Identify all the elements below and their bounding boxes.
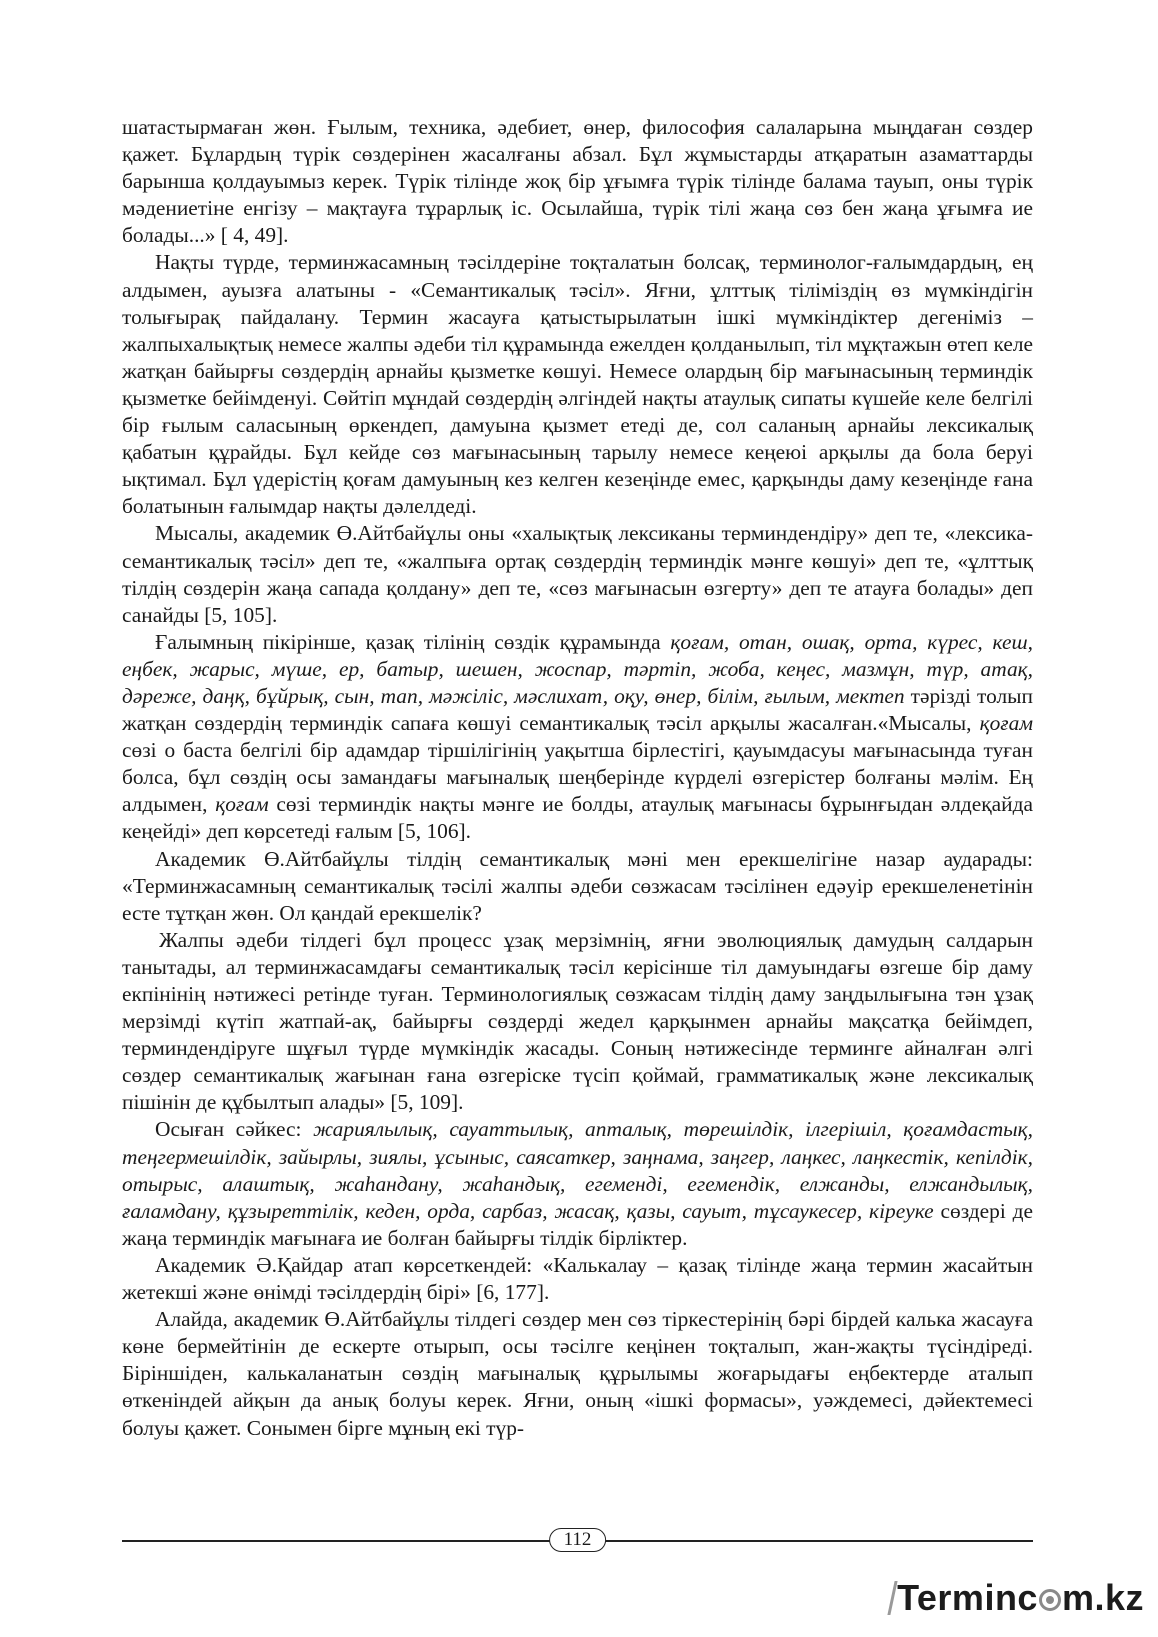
paragraph — [122, 1306, 1033, 1441]
paragraph — [122, 249, 1033, 520]
paragraph — [122, 520, 1033, 628]
paragraph-text: сөзі о баста белгілі бір адамдар тіршілігінің уақытша бірлестігі, қауымдасуы мағынасында туған болса, бұл сөздің осы замандағы мағыналық шеңберінде күрделі өзгерістер болғаны мәлім. Ең алдымен, — [122, 738, 1033, 817]
paragraph-text: Академик Ә.Қайдар атап көрсеткендей: «Калькалау – қазақ тілінде жаңа термин жасайтын жетекші және өнімді тәсілдердің бірі» [6, 177]. — [122, 1252, 1033, 1305]
paragraph-text: Ғалымның пікірінше, қазақ тілінің сөздік құрамында — [155, 629, 671, 654]
paragraph — [122, 1252, 1033, 1306]
italic-term-list: қоғам — [979, 711, 1033, 736]
italic-term-list: қоғам, отан, ошақ, орта, күрес, кеш, еңбек, жарыс, мүше, ер, батыр, шешен, жоспар, тәртіп, жоба, кеңес, мазмұн, түр, атақ, дәреже, даңқ, бұйрық, сын, тап, мәжіліс, мәслихат, оқу, өнер, білім, ғылым, мектеп — [122, 629, 1034, 708]
paragraph-text: Осыған сәйкес: — [155, 1117, 314, 1142]
paragraph-text: сөзі терминдік нақты мәнге ие болды, атаулық мағынасы бұрынғыдан әлдеқайда кеңейді» деп көрсетеді ғалым [5, 106]. — [122, 792, 1033, 844]
paragraph-text: тәрізді толып жатқан сөздердің терминдік сапаға көшуі семантикалық тәсіл арқылы жасалған.«Мысалы, — [122, 683, 1033, 736]
paragraph-text: Алайда, академик Ө.Айтбайұлы тілдегі сөздер мен сөз тіркестерінің бәрі бірдей калька жасауға көне бермейтінін де ескерте отырып, осы тәсілге кеңінен тоқталып, жан-жақты түсіндіреді. Біріншіден, калькаланатын сөздің мағыналық құрылымы жоғарыдағы еңбектерде аталып өткеніндей айқын да анық болуы керек. Яғни, оның «ішкі формасы», уәждемесі, дәйектемесі болуы қажет. Сонымен бірге мұның екі түр- — [122, 1307, 1033, 1440]
watermark-text-start: Terminc — [897, 1577, 1038, 1618]
paragraph — [122, 1116, 1033, 1251]
paragraph-text: шатастырмаған жөн. Ғылым, техника, әдебиет, өнер, философия салаларына мыңдаған сөздер қажет. Бұлардың түрік сөздерінен жасалғаны абзал. Бұл жұмыстарды атқаратын азаматтарды барынша қолдауымыз керек. Түрік тілінде жоқ бір ұғымға түрік тілінде балама тауып, оны түрік мәдениетіне енгізу – мақтауға тұрарлық іс. Осылайша, түрік тілі жаңа сөз бен жаңа ұғымға ие болады...» [ 4, 49]. — [122, 115, 1033, 248]
watermark-text-end: m.kz — [1061, 1577, 1144, 1618]
italic-term-list: жариялылық, сауаттылық, апталық, төрешілдік, ілгерішіл, қоғамдастық, теңгермешілдік, зайырлы, зиялы, ұсыныс, саясаткер, заңнама, заңгер, лаңкес, лаңкестік, кепілдік, отырыс, алаштық, жаһандану, жаһандық, егеменді, егемендік, елжанды, елжандылық, ғаламдану, құзыреттілік, кеден, орда, сарбаз, жасақ, қазы, сауыт, тұсаукесер, кіреуке — [122, 1117, 1033, 1223]
page-footer — [122, 1526, 1033, 1554]
watermark-circle-icon — [1039, 1589, 1061, 1611]
paragraph-text: Мысалы, академик Ө.Айтбайұлы оны «халықтық лексиканы терминдендіру» деп те, «лексика-семантикалық тәсіл» деп те, «жалпыға ортақ сөздердің терминдік мәнге көшуі» деп те, «ұлттық тілдің сөздерін жаңа сапада қолдану» деп те, «сөз мағынасын өзгерту» деп те атауға болады» деп санайды [5, 105]. — [122, 521, 1033, 627]
paragraph-text: Академик Ө.Айтбайұлы тілдің семантикалық мәні мен ерекшелігіне назар аударады: «Терминжасамның семантикалық тәсілі жалпы әдеби сөзжасам тәсілінен едәуір ерекшеленетінін есте тұтқан жөн. Ол қандай ерекшелік? — [122, 846, 1033, 925]
italic-term-list: қоғам — [215, 792, 269, 817]
paragraph — [122, 846, 1033, 927]
paragraph — [122, 927, 1033, 1117]
paragraph-text: сөздері де жаңа терминдік мағынаға ие болған байырғы тілдік бірліктер. — [122, 1198, 1034, 1250]
paragraph — [122, 629, 1033, 846]
paragraph-text: Нақты түрде, терминжасамның тәсілдеріне тоқталатын болсақ, терминолог-ғалымдардың, ең алдымен, ауызға алатыны - «Семантикалық тәсіл». Яғни, ұлттық тіліміздің өз мүмкіндігін толығырақ пайдалану. Термин жасауға қатыстырылатын ішкі мүмкіндіктер дегеніміз – жалпыхалықтық немесе жалпы әдеби тіл құрамында ежелден қолданылып, тіл мұқтажын өтеп келе жатқан байырғы сөздердің арнайы қызметке көшуі. Немесе олардың бір мағынасының терминдік қызметке бейімденуі. Сөйтіп мұндай сөздердің әлгіндей нақты атаулық сипаты күшейе келе белгілі бір ғылым саласының өркендеп, дамуына қызмет етеді де, сол саланың арнайы лексикалық қабатын құрайды. Бұл кейде сөз мағынасының тарылу немесе кеңеюі арқылы да бола беруі ықтимал. Бұл үдерістің қоғам дамуының кез келген кезеңінде емес, қарқынды даму кезеңінде ғана болатынын ғалымдар нақты дәлелдеді. — [122, 250, 1033, 519]
page-number: 112 — [549, 1528, 607, 1552]
paragraph-text: Жалпы әдеби тілдегі бұл процесс ұзақ мерзімнің, яғни эволюциялық дамудың салдарын танытады, ал терминжасамдағы семантикалық тәсіл керісінше тіл дамуындағы өзгеше бір даму екпінінің нәтижесі ретінде туған. Терминологиялық сөзжасам тілдің даму заңдылығына тән ұзақ мерзімді күтіп жатпай-ақ, байырғы сөздерді жедел қарқынмен арнайы мақсатқа бейімдеп, терминдендіруге шұғыл түрде мүмкіндік жасады. Соның нәтижесінде терминге айналған әлгі сөздер семантикалық жағынан ғана өзгеріске түсіп қоймай, грамматикалық және лексикалық пішінін де құбылтып алады» [5, 109]. — [122, 927, 1033, 1115]
document-body — [122, 114, 1033, 1442]
site-watermark-logo — [891, 1576, 1144, 1620]
paragraph — [122, 114, 1033, 249]
